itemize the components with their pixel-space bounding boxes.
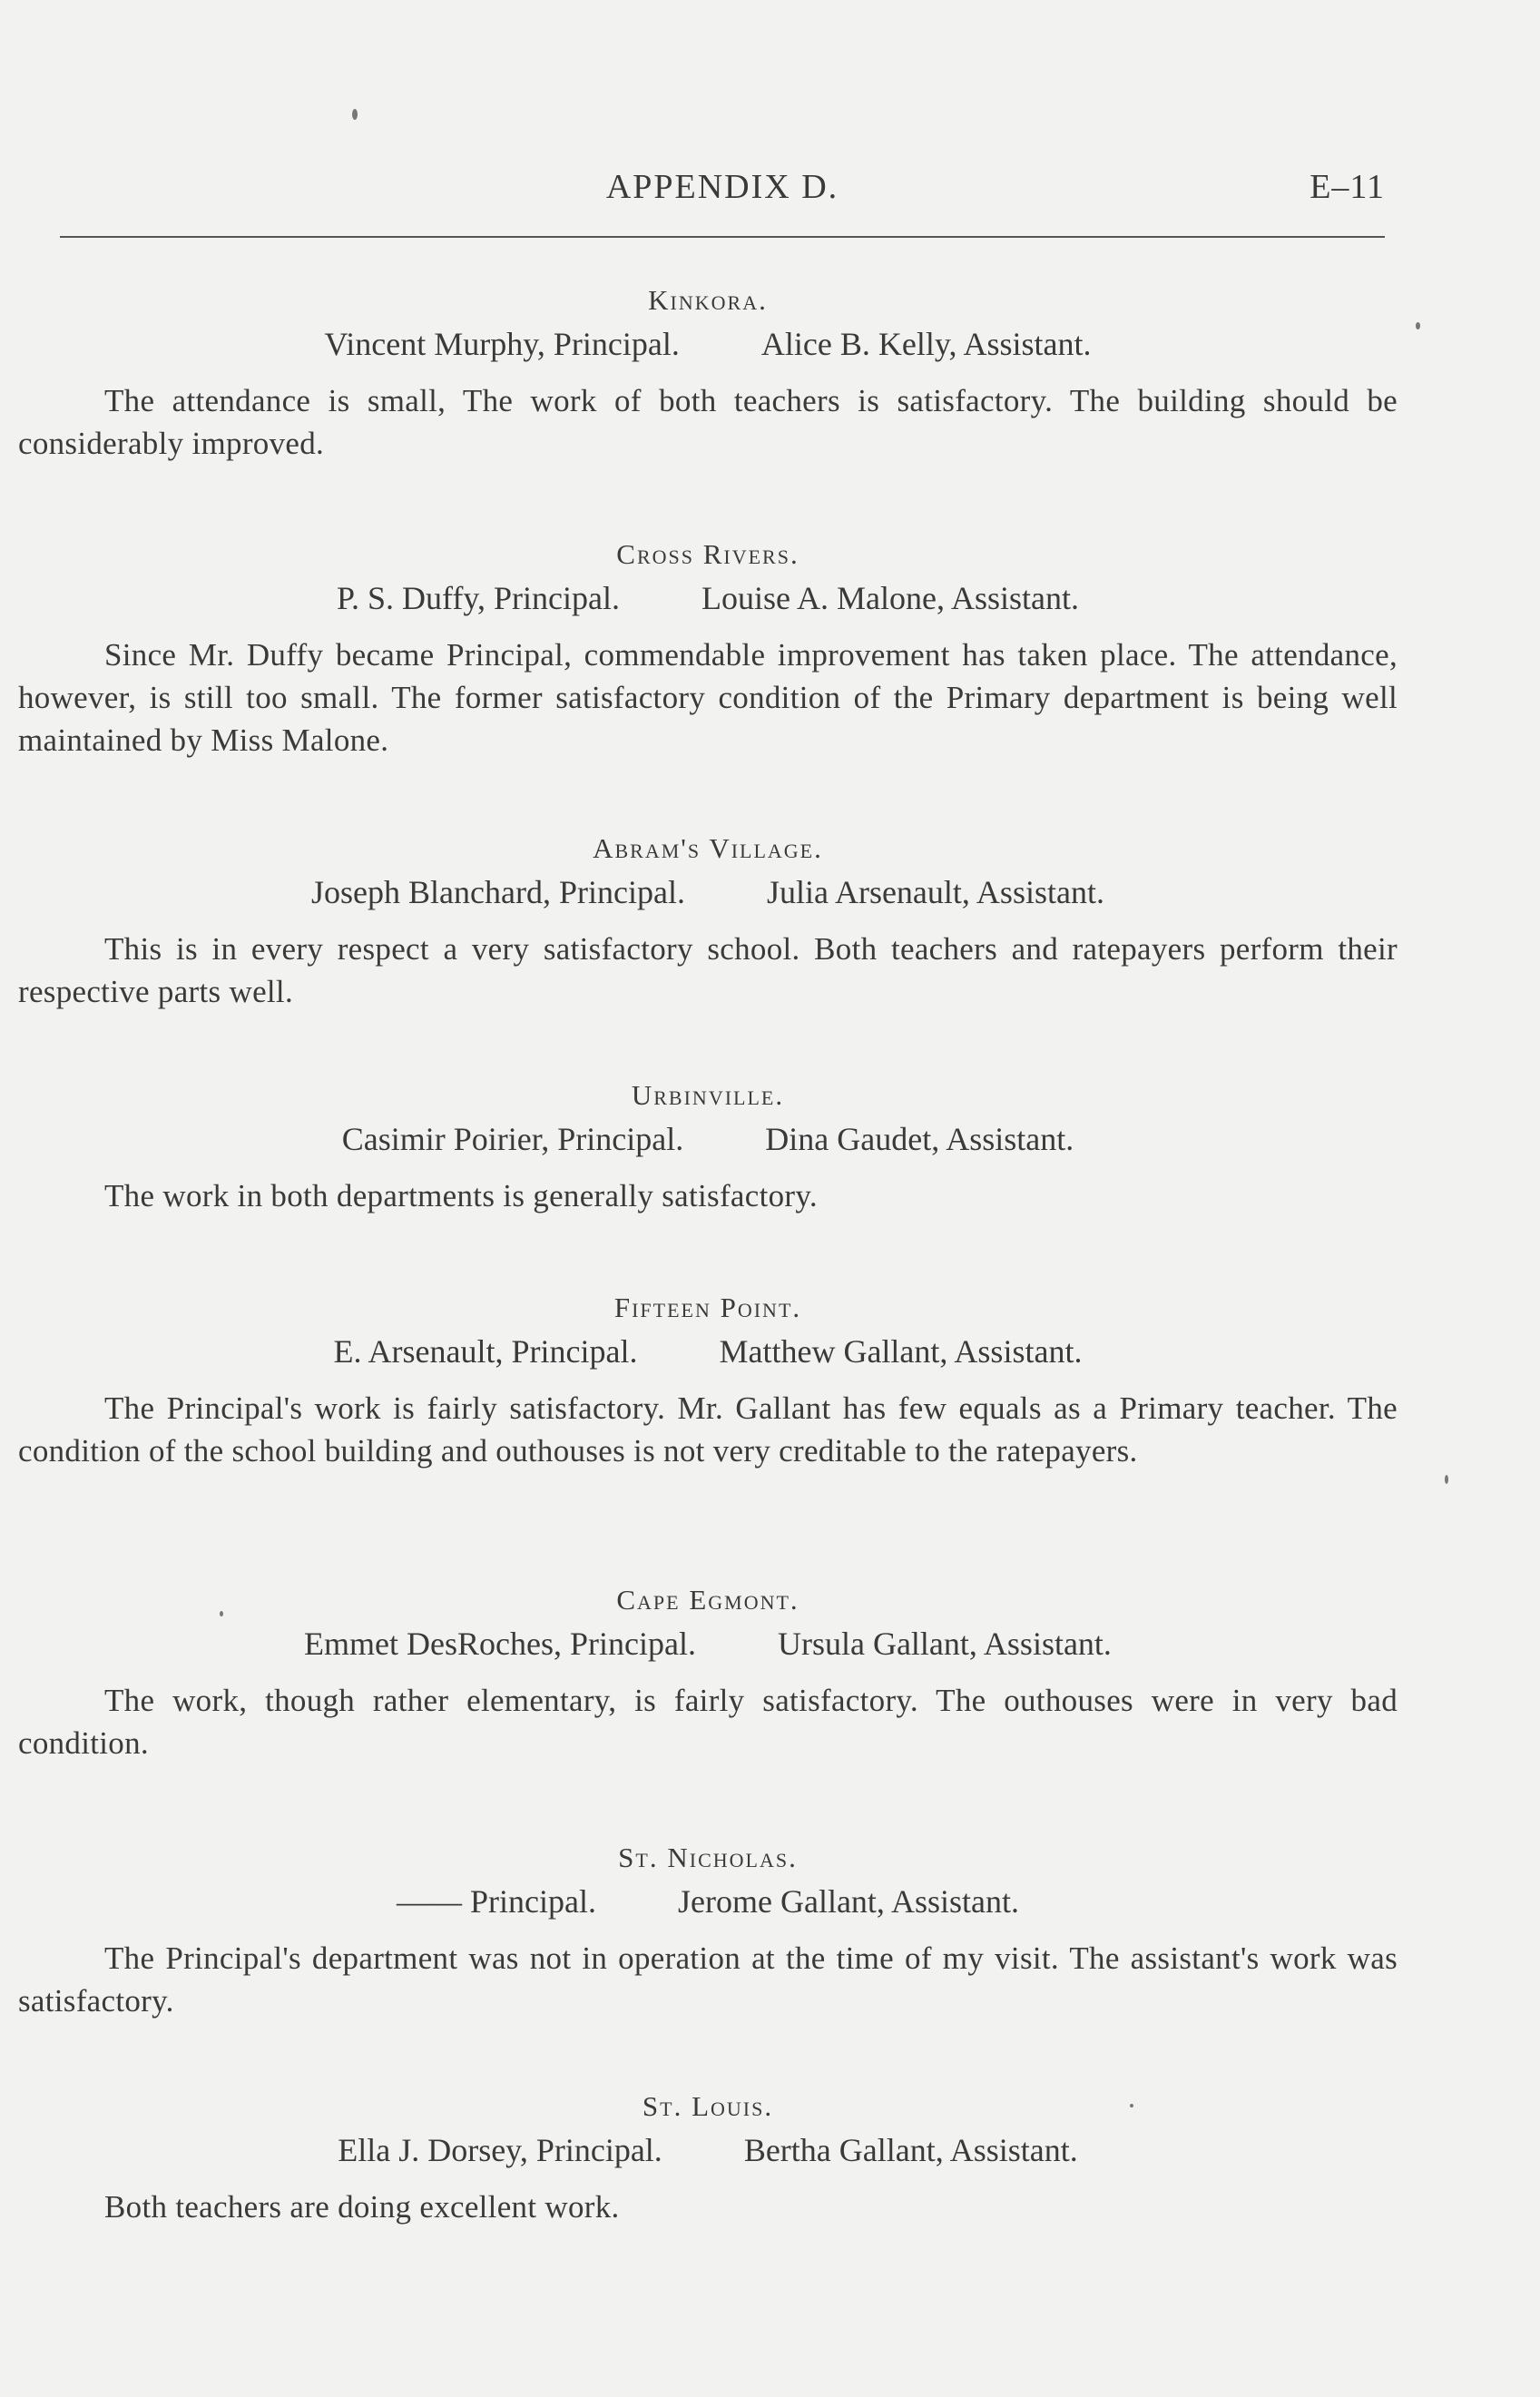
- principal-name: Ella J. Dorsey, Principal.: [338, 2132, 662, 2168]
- page-number: E–11: [1309, 168, 1385, 206]
- section-st-nicholas: [18, 1837, 1398, 2022]
- staff-line: [18, 1879, 1398, 1924]
- assistant-name: Dina Gaudet, Assistant.: [765, 1121, 1074, 1157]
- section-heading: Urbinville.: [631, 1079, 785, 1111]
- staff-line: [18, 869, 1398, 915]
- paper-speck: [220, 1611, 223, 1616]
- section-cross-rivers: [18, 534, 1398, 761]
- principal-name: Emmet DesRoches, Principal.: [304, 1626, 696, 1662]
- assistant-name: Jerome Gallant, Assistant.: [678, 1883, 1019, 1920]
- principal-name: E. Arsenault, Principal.: [333, 1333, 638, 1370]
- section-kinkora: [18, 280, 1398, 465]
- section-cape-egmont: [18, 1579, 1398, 1764]
- section-text: This is in every respect a very satisfactory school. Both teachers and ratepayers perform their respective parts well.: [18, 931, 1398, 1009]
- assistant-name: Julia Arsenault, Assistant.: [766, 874, 1104, 910]
- staff-line: [18, 321, 1398, 367]
- section-heading: Abram's Village.: [593, 832, 823, 864]
- principal-name: P. S. Duffy, Principal.: [336, 580, 620, 616]
- section-heading: Cape Egmont.: [616, 1584, 799, 1616]
- staff-line: [18, 1621, 1398, 1666]
- section-text: The Principal's department was not in operation at the time of my visit. The assistant's work was satisfactory.: [18, 1940, 1398, 2019]
- section-text: The work, though rather elementary, is fairly satisfactory. The outhouses were in very bad condition.: [18, 1683, 1398, 1761]
- assistant-name: Matthew Gallant, Assistant.: [719, 1333, 1083, 1370]
- paper-speck: [352, 109, 358, 120]
- paper-speck: [1416, 322, 1420, 329]
- header-rule: [60, 236, 1385, 238]
- appendix-title: APPENDIX D.: [605, 168, 839, 206]
- assistant-name: Bertha Gallant, Assistant.: [743, 2132, 1078, 2168]
- section-text: The Principal's work is fairly satisfactory. Mr. Gallant has few equals as a Primary teacher. The condition of the school building and outhouses is not very creditable to the ratepayers.: [18, 1390, 1398, 1469]
- section-text: The attendance is small, The work of both teachers is satisfactory. The building should be considerably improved.: [18, 383, 1398, 461]
- staff-line: [18, 1116, 1398, 1162]
- paper-speck: [1130, 2104, 1133, 2107]
- assistant-name: Ursula Gallant, Assistant.: [777, 1626, 1112, 1662]
- section-urbinville: [18, 1075, 1398, 1217]
- section-text: Since Mr. Duffy became Principal, commendable improvement has taken place. The attendance, however, is still too small. The former satisfactory condition of the Primary department is being well maintained by Miss Malone.: [18, 637, 1398, 758]
- section-text: Both teachers are doing excellent work.: [104, 2189, 620, 2225]
- running-head: [60, 162, 1385, 216]
- section-heading: Cross Rivers.: [616, 538, 799, 570]
- staff-line: [18, 2127, 1398, 2173]
- staff-line: [18, 575, 1398, 621]
- assistant-name: Alice B. Kelly, Assistant.: [760, 326, 1092, 362]
- section-heading: Fifteen Point.: [613, 1292, 802, 1323]
- paper-speck: [1445, 1475, 1448, 1484]
- principal-name: —— Principal.: [397, 1883, 597, 1920]
- assistant-name: Louise A. Malone, Assistant.: [701, 580, 1079, 616]
- section-heading: St. Nicholas.: [618, 1842, 798, 1873]
- section-heading: Kinkora.: [648, 284, 768, 316]
- section-st-louis: [18, 2086, 1398, 2228]
- section-fifteen-point: [18, 1287, 1398, 1472]
- section-text: The work in both departments is generally satisfactory.: [104, 1178, 818, 1213]
- principal-name: Casimir Poirier, Principal.: [341, 1121, 684, 1157]
- principal-name: Vincent Murphy, Principal.: [324, 326, 680, 362]
- principal-name: Joseph Blanchard, Principal.: [311, 874, 685, 910]
- staff-line: [18, 1329, 1398, 1374]
- section-abrams-village: [18, 828, 1398, 1013]
- section-heading: St. Louis.: [642, 2090, 774, 2122]
